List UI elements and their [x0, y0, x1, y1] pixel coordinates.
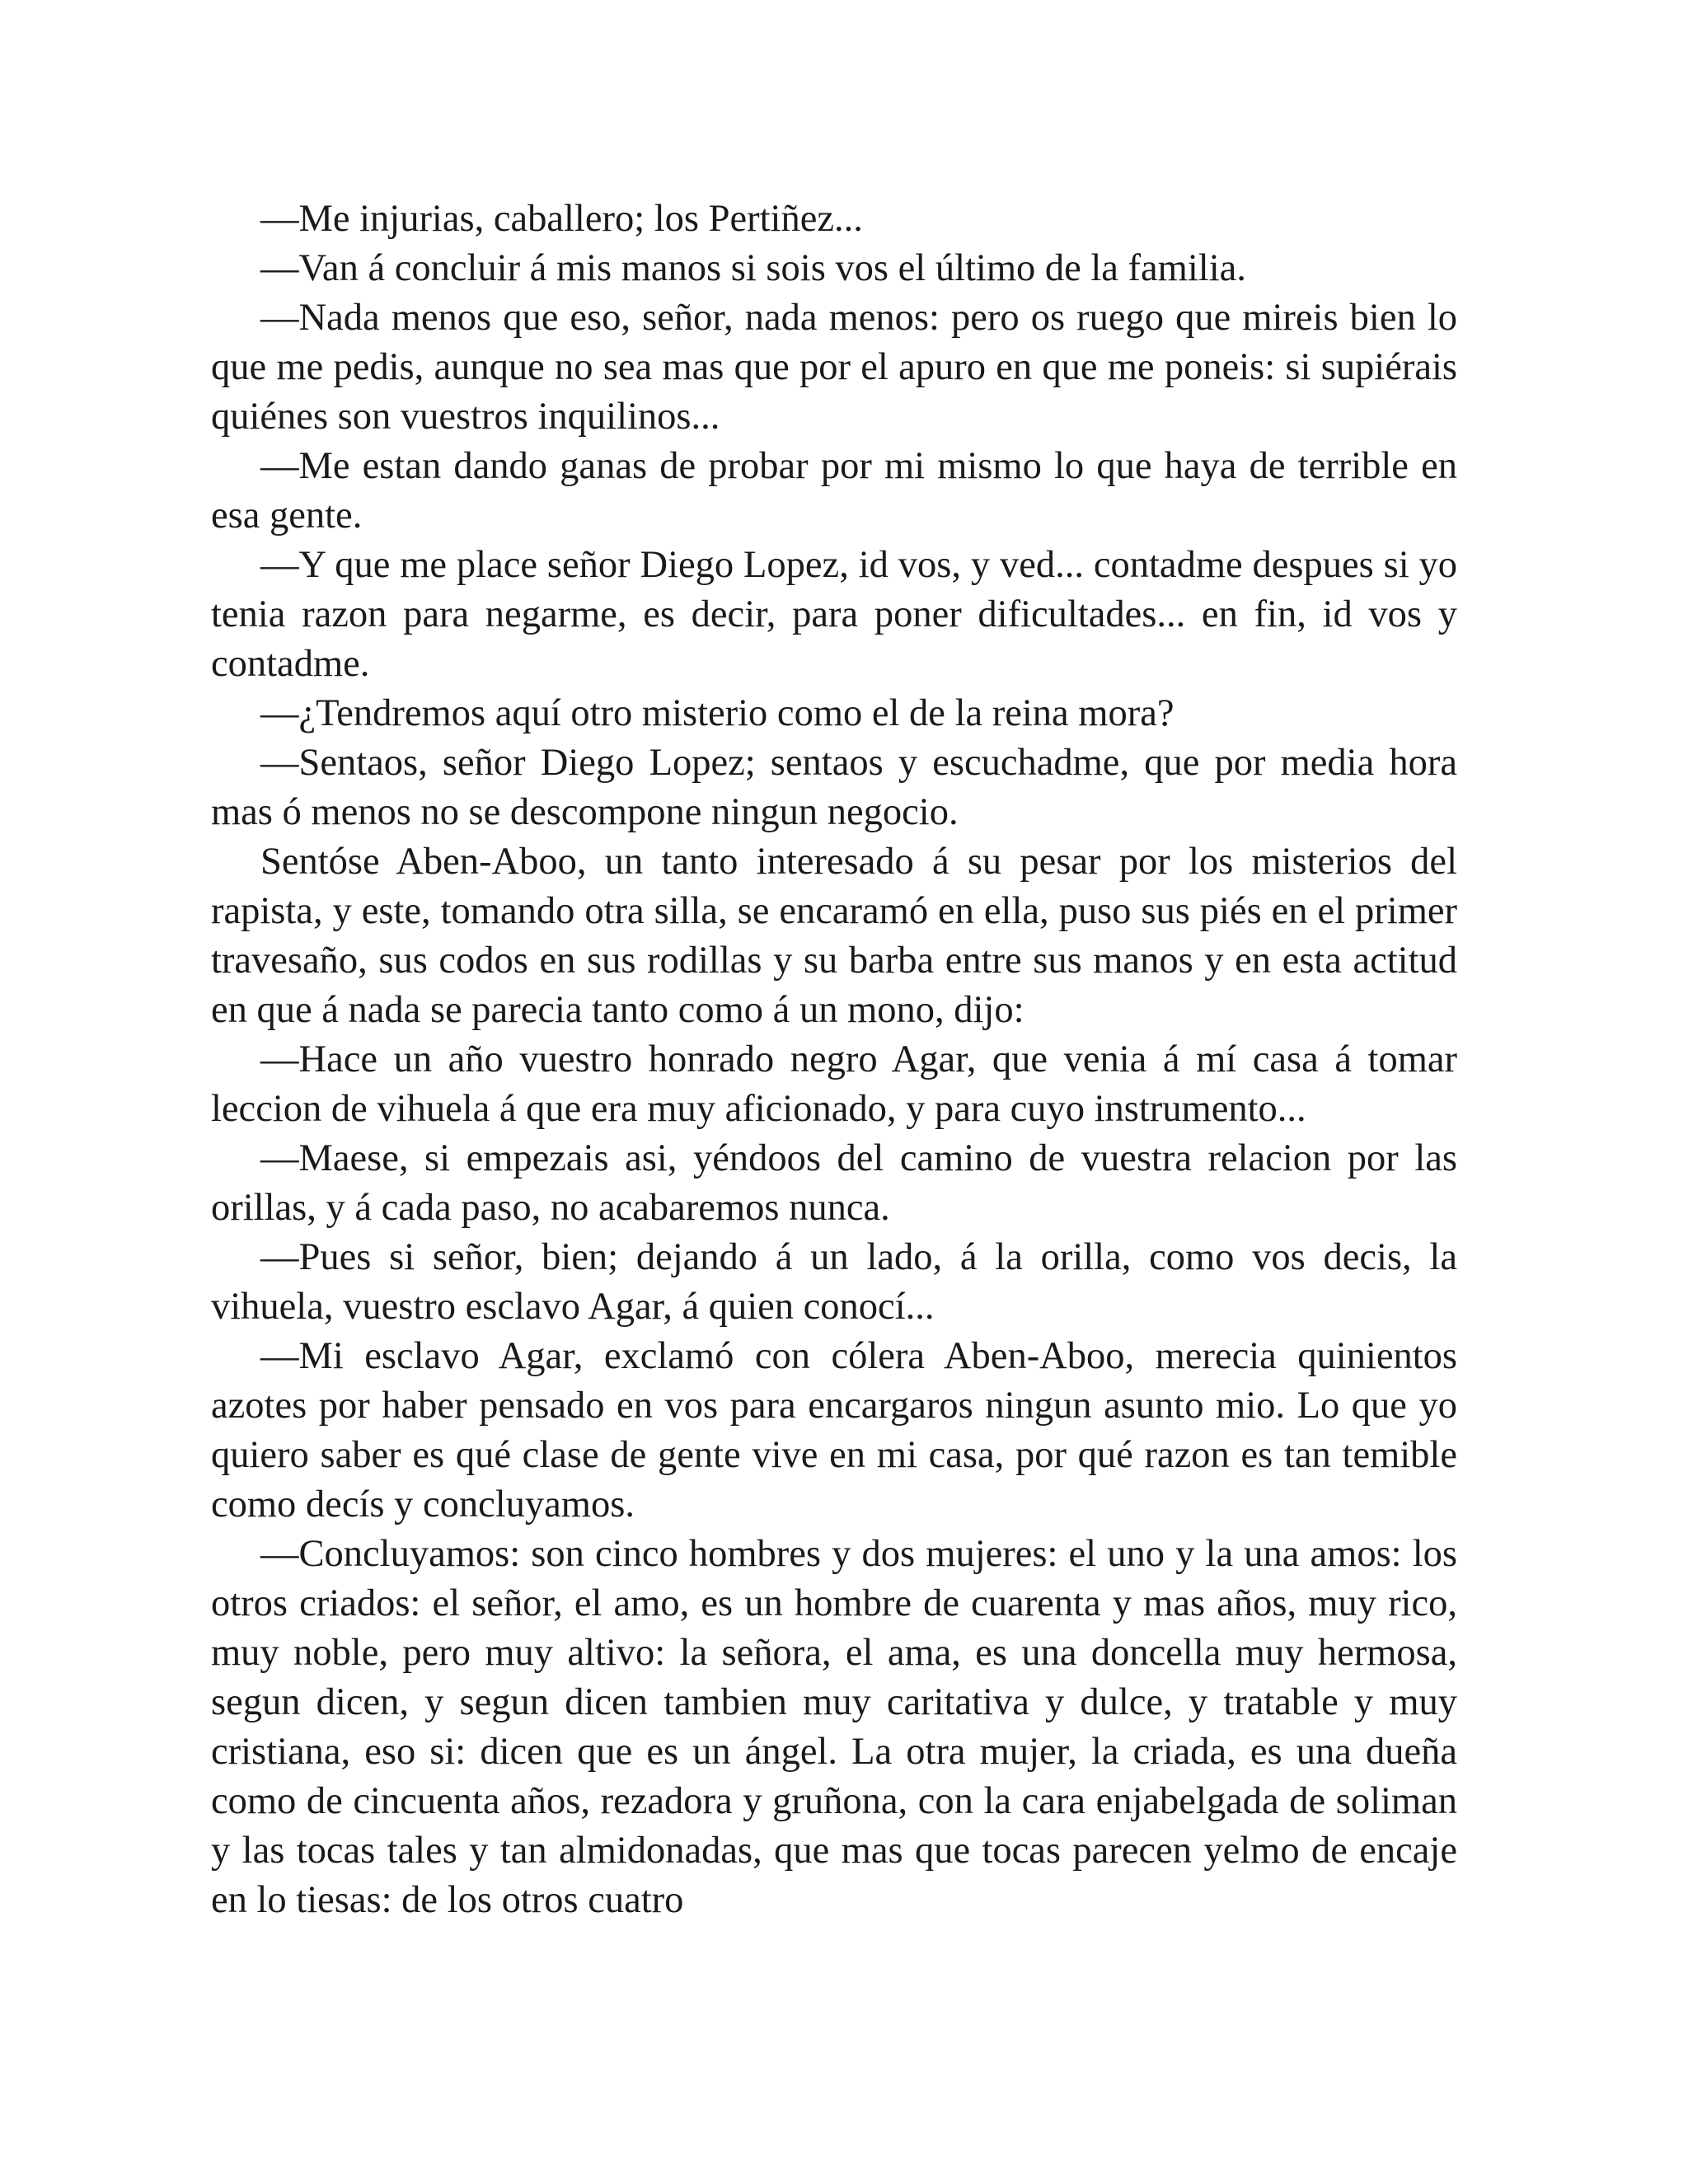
paragraph-12: —Mi esclavo Agar, exclamó con cólera Aben-Aboo, merecia quinientos azotes por haber pensado en vos para encargaros ningun asunto mio. Lo que yo quiero saber es qué clase de gente vive en mi casa, por qué razon es tan temible como decís y concluyamos. — [211, 1335, 1457, 1526]
paragraph-6: —¿Tendremos aquí otro misterio como el de la reina mora? — [260, 692, 1175, 734]
paragraph-9: —Hace un año vuestro honrado negro Agar, que venia á mí casa á tomar leccion de vihuela á que era muy aficionado, y para cuyo instrumento... — [211, 1038, 1457, 1130]
paragraph-10: —Maese, si empezais asi, yéndoos del camino de vuestra relacion por las orillas, y á cada paso, no acabaremos nunca. — [211, 1137, 1457, 1229]
paragraph-3: —Nada menos que eso, señor, nada menos: pero os ruego que mireis bien lo que me pedis, aunque no sea mas que por el apuro en que me poneis: si supiérais quiénes son vuestros inquilinos... — [211, 297, 1457, 438]
paragraph-8: Sentóse Aben-Aboo, un tanto interesado á su pesar por los misterios del rapista, y este, tomando otra silla, se encaramó en ella, puso sus piés en el primer travesaño, sus codos en sus rodillas y su barba entre sus manos y en esta actitud en que á nada se parecia tanto como á un mono, dijo: — [211, 841, 1457, 1031]
paragraph-5: —Y que me place señor Diego Lopez, id vos, y ved... contadme despues si yo tenia razon para negarme, es decir, para poner dificultades... en fin, id vos y contadme. — [211, 544, 1457, 685]
paragraph-13: —Concluyamos: son cinco hombres y dos mujeres: el uno y la una amos: los otros criados: el señor, el amo, es un hombre de cuarenta y mas años, muy rico, muy noble, pero muy altivo: la señora, el ama, es una doncella muy hermosa, segun dicen, y segun dicen tambien muy caritativa y dulce, y tratable y muy cristiana, eso si: dicen que es un ángel. La otra mujer, la criada, es una dueña como de cincuenta años, rezadora y gruñona, con la cara enjabelgada de soliman y las tocas tales y tan almidonadas, que mas que tocas parecen yelmo de encaje en lo tiesas: de los otros cuatro — [211, 1533, 1457, 1921]
paragraph-2: —Van á concluir á mis manos si sois vos el último de la familia. — [260, 247, 1246, 289]
paragraph-7: —Sentaos, señor Diego Lopez; sentaos y escuchadme, que por media hora mas ó menos no se descompone ningun negocio. — [211, 742, 1457, 833]
page-body — [211, 194, 1457, 1925]
paragraph-1: —Me injurias, caballero; los Pertiñez... — [260, 198, 863, 240]
paragraph-4: —Me estan dando ganas de probar por mi mismo lo que haya de terrible en esa gente. — [211, 445, 1457, 537]
paragraph-11: —Pues si señor, bien; dejando á un lado, á la orilla, como vos decis, la vihuela, vuestro esclavo Agar, á quien conocí... — [211, 1236, 1457, 1328]
